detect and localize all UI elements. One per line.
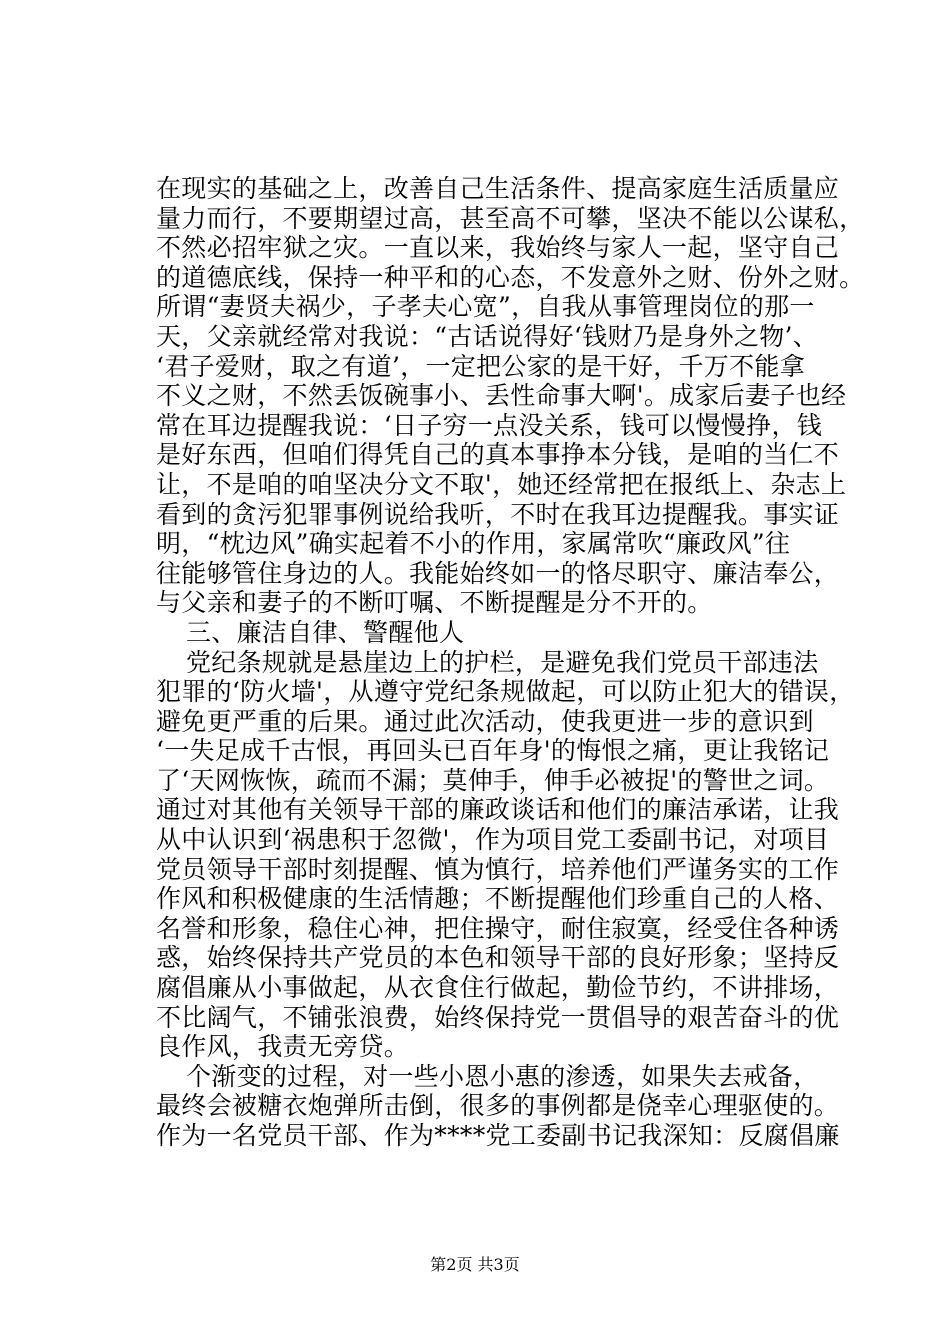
text-line: 作为一名党员干部、作为****党工委副书记我深知：反腐倡廉: [156, 1121, 840, 1150]
text-line: 常在耳边提醒我说：‘日子穷一点没关系，钱可以慢慢挣，钱: [156, 410, 823, 440]
text-line: 是好东西，但咱们得凭自己的真本事挣本分钱，是咱的当仁不: [156, 440, 840, 470]
text-line: 让，不是咱的咱坚决分文不取'，她还经常把在报纸上、杂志上: [156, 469, 847, 499]
text-line: 了‘天网恢恢，疏而不漏；莫伸手，伸手必被捉'的警世之词。: [156, 765, 830, 795]
text-line: 不然必招牢狱之灾。一直以来，我始终与家人一起，坚守自己: [156, 233, 840, 263]
text-line: 党员领导干部时刻提醒、慎为慎行，培养他们严谨务实的工作: [156, 854, 840, 884]
text-line: 的道德底线，保持一种平和的心态，不发意外之财、份外之财。: [156, 262, 865, 292]
text-line: 明，“枕边风”确实起着不小的作用，家属常吹“廉政风”往: [156, 529, 791, 559]
text-line: 党纪条规就是悬崖边上的护栏，是避免我们党员干部违法: [186, 647, 819, 677]
text-line: 最终会被糖衣炮弹所击倒，很多的事例都是侥幸心理驱使的。: [156, 1091, 840, 1121]
section-heading: 三、廉洁自律、警醒他人: [186, 617, 465, 647]
text-line: 往能够管住身边的人。我能始终如一的恪尽职守、廉洁奉公，: [156, 558, 840, 588]
text-line: 从中认识到‘祸患积于忽微'，作为项目党工委副书记，对项目: [156, 825, 830, 855]
document-body: [156, 174, 865, 1151]
text-line: 看到的贪污犯罪事例说给我听，不时在我耳边提醒我。事实证: [156, 499, 840, 529]
text-line: 与父亲和妻子的不断叮嘱、不断提醒是分不开的。: [156, 588, 713, 618]
text-line: 不比阔气，不铺张浪费，始终保持党一贯倡导的艰苦奋斗的优: [156, 1002, 840, 1032]
text-line: 作风和积极健康的生活情趣；不断提醒他们珍重自己的人格、: [156, 884, 840, 914]
text-line: ‘一失足成千古恨，再回头已百年身'的悔恨之痛，更让我铭记: [156, 736, 830, 766]
text-line: 腐倡廉从小事做起，从衣食住行做起，勤俭节约，不讲排场，: [156, 973, 840, 1003]
text-line: 通过对其他有关领导干部的廉政谈话和他们的廉洁承诺，让我: [156, 795, 840, 825]
text-line: 名誉和形象，稳住心神，把住操守，耐住寂寞，经受住各种诱: [156, 913, 840, 943]
text-line: 在现实的基础之上，改善自己生活条件、提高家庭生活质量应: [156, 174, 840, 203]
text-line: 量力而行，不要期望过高，甚至高不可攀，坚决不能以公谋私，: [156, 203, 865, 233]
page-number: 第2页 共3页: [430, 1255, 520, 1274]
text-line: 所谓“妻贤夫祸少，子孝夫心宽”，自我从事管理岗位的那一: [156, 292, 815, 322]
text-line: 良作风，我责无旁贷。: [156, 1032, 410, 1062]
text-line: 犯罪的‘防火墙'，从遵守党纪条规做起，可以防止犯大的错误，: [156, 677, 855, 707]
text-line: 避免更严重的后果。通过此次活动，使我更进一步的意识到: [156, 706, 814, 736]
text-line: 个渐变的过程，对一些小恩小惠的渗透，如果失去戒备，: [186, 1061, 819, 1091]
text-line: ‘君子爱财，取之有道’，一定把公家的是干好，千万不能拿: [156, 351, 805, 381]
text-line: 天，父亲就经常对我说：“古话说得好‘钱财乃是身外之物’、: [156, 321, 819, 351]
page-footer: [0, 1254, 950, 1276]
text-line: 不义之财，不然丢饭碗事小、丢性命事大啊'。成家后妻子也经: [156, 381, 847, 411]
text-line: 惑，始终保持共产党员的本色和领导干部的良好形象；坚持反: [156, 943, 840, 973]
